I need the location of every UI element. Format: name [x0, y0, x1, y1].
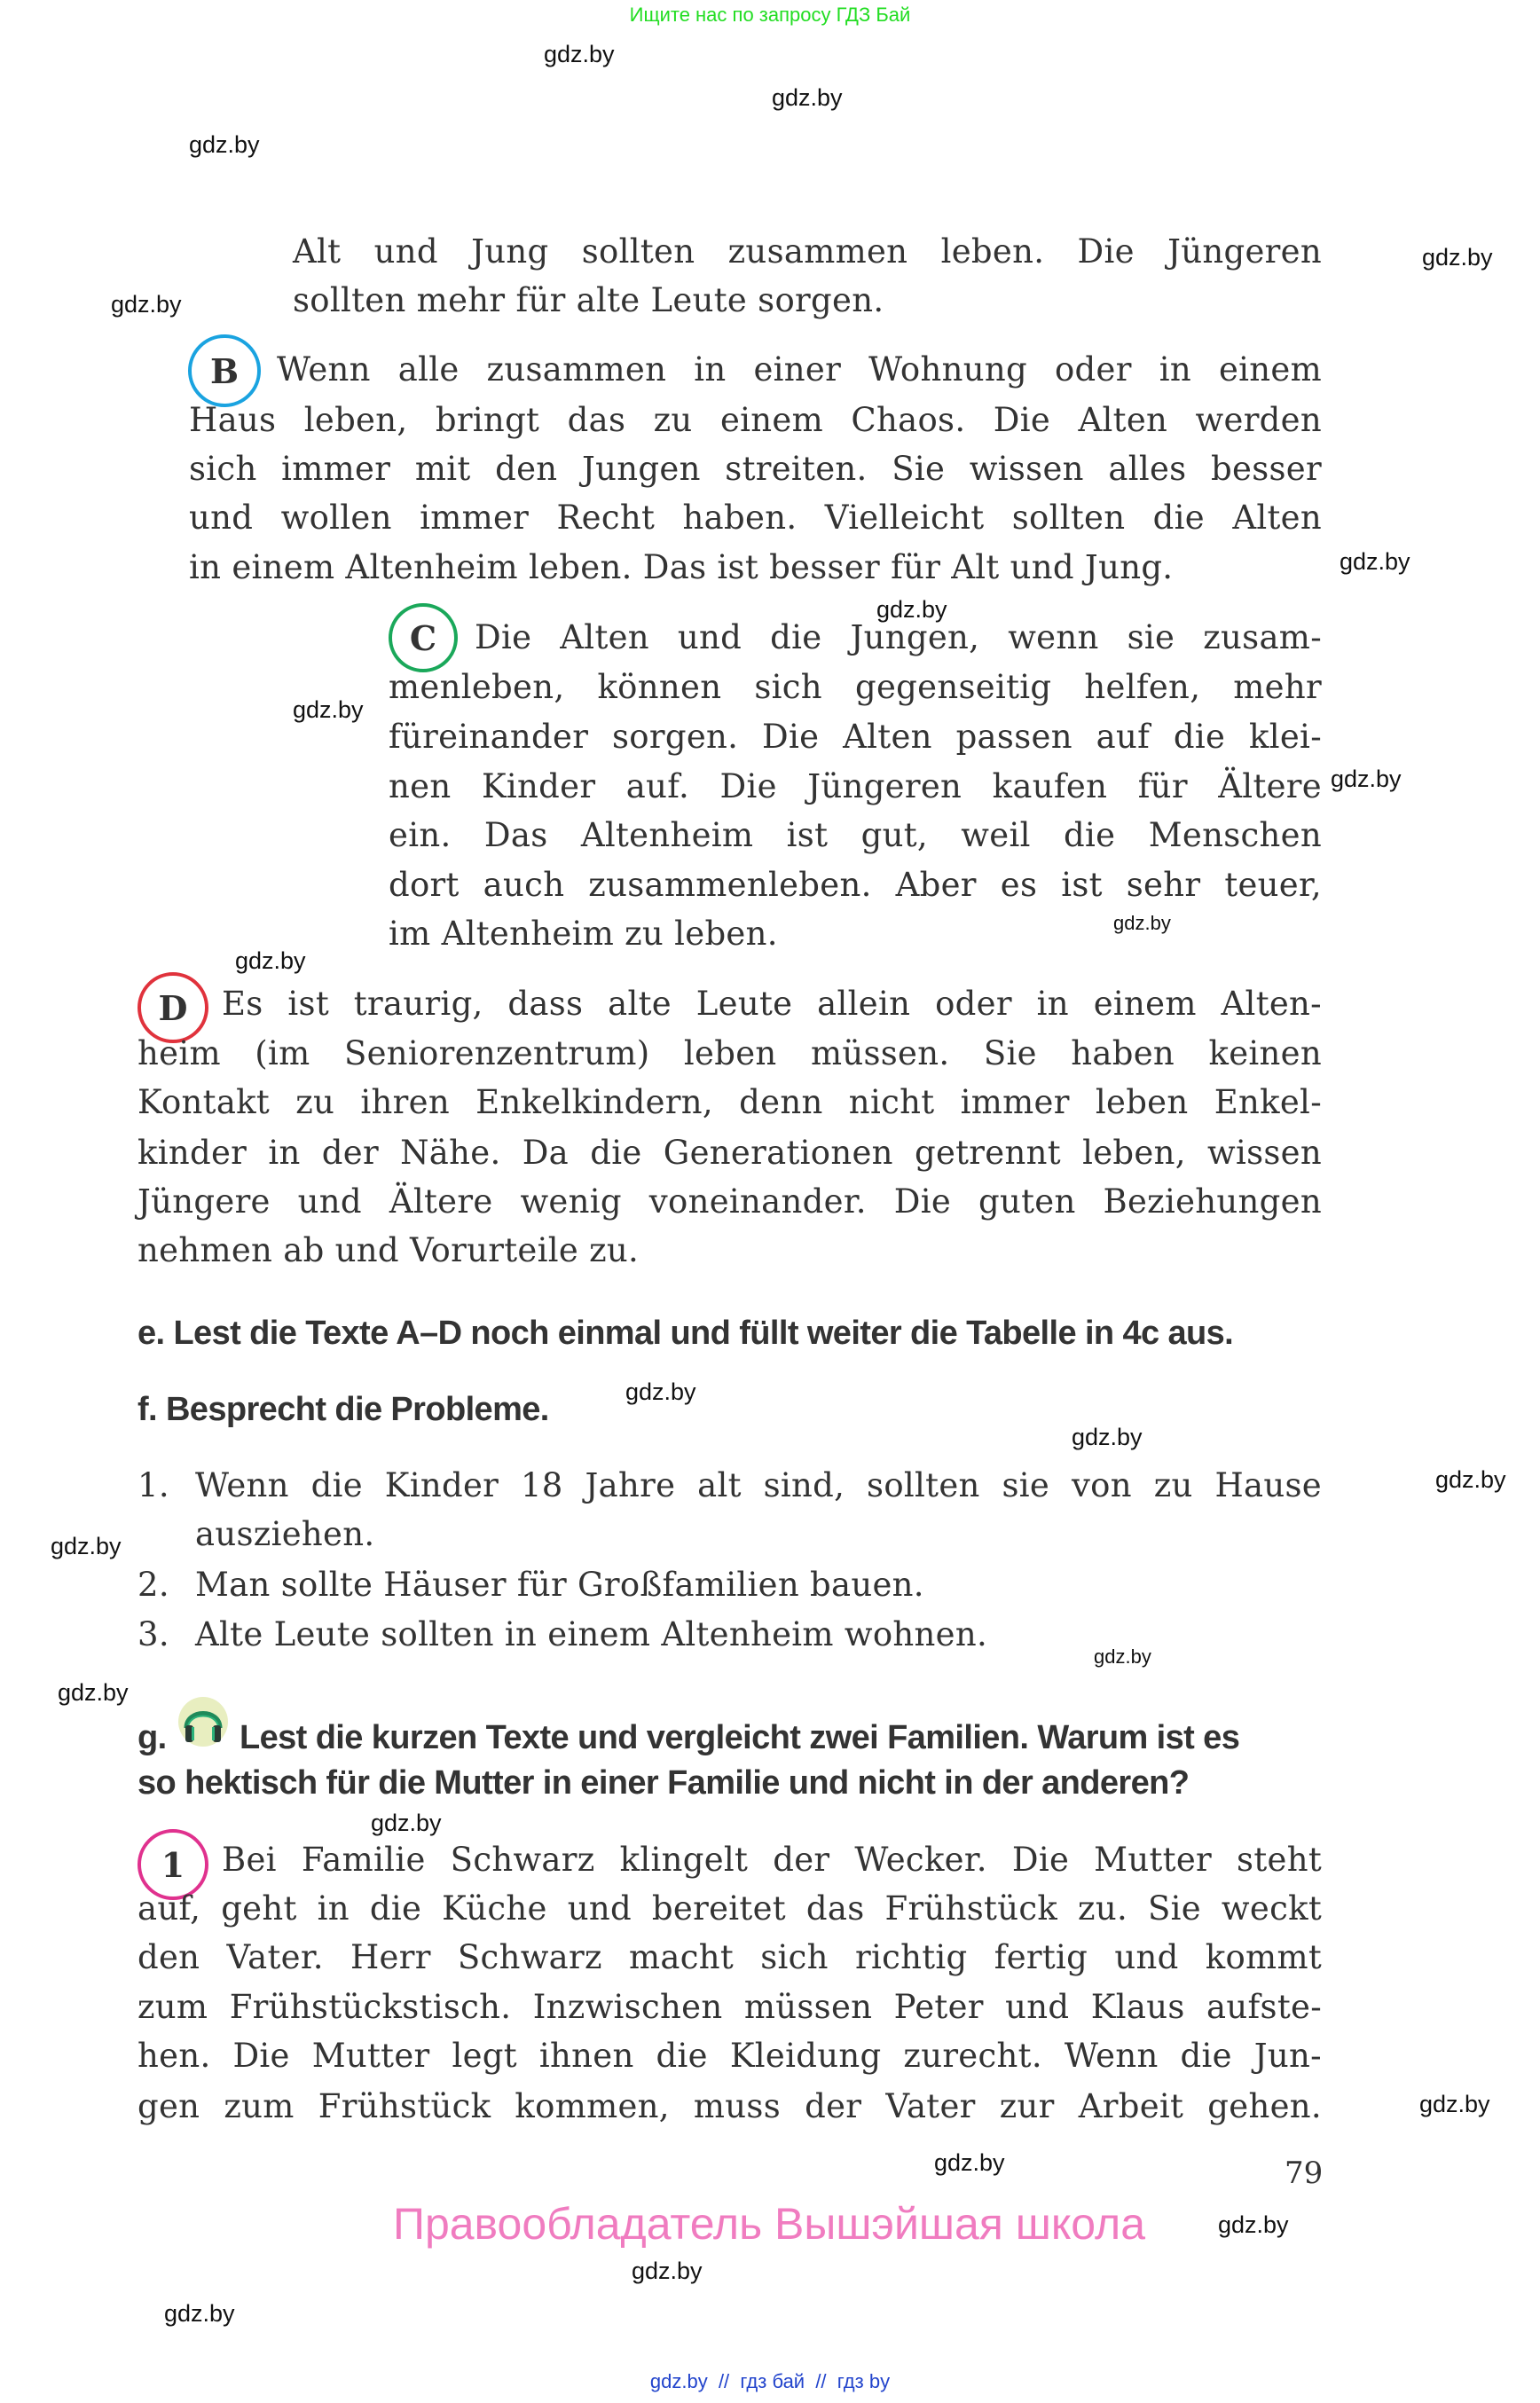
- text-line: Alt und Jung sollten zusammen leben. Die Jüngeren: [293, 232, 1322, 271]
- list-item-text: Alte Leute sollten in einem Altenheim wohnen.: [195, 1615, 988, 1653]
- watermark: gdz.by: [1218, 2211, 1289, 2238]
- text-line: ein. Das Altenheim ist gut, weil die Menschen: [389, 816, 1322, 854]
- text-line: Wenn alle zusammen in einer Wohnung oder in einem: [277, 350, 1322, 389]
- text-line: Es ist traurig, dass alte Leute allein oder in einem Alten-: [222, 985, 1322, 1023]
- text-line: sich immer mit den Jungen streiten. Sie wissen alles besser: [189, 450, 1322, 488]
- list-item-text: Man sollte Häuser für Großfamilien bauen.: [195, 1566, 924, 1604]
- text-line: Jüngere und Ältere wenig voneinander. Die guten Beziehungen: [138, 1182, 1322, 1221]
- list-item-text: ausziehen.: [195, 1515, 375, 1553]
- task-f-heading: f. Besprecht die Probleme.: [138, 1391, 549, 1428]
- watermark: gdz.by: [1072, 1424, 1143, 1450]
- text-line: den Vater. Herr Schwarz macht sich richtig fertig und kommt: [138, 1938, 1322, 1976]
- watermark: gdz.by: [1422, 244, 1493, 271]
- top-banner: Ищите нас по запросу ГДЗ Бай: [629, 4, 911, 26]
- text-line: nehmen ab und Vorurteile zu.: [138, 1231, 640, 1269]
- list-item-text: Wenn die Kinder 18 Jahre alt sind, sollten sie von zu Hause: [195, 1466, 1322, 1504]
- watermark: gdz.by: [632, 2258, 703, 2284]
- badge-c: C: [389, 603, 458, 672]
- text-line: sollten mehr für alte Leute sorgen.: [293, 281, 884, 319]
- watermark: gdz.by: [1435, 1466, 1506, 1493]
- page-number: 79: [1285, 2156, 1324, 2191]
- watermark: gdz.by: [189, 131, 260, 158]
- watermark: gdz.by: [1331, 766, 1402, 792]
- text-line: in einem Altenheim leben. Das ist besser für Alt und Jung.: [189, 548, 1174, 586]
- badge-b: B: [188, 334, 261, 407]
- watermark: gdz.by: [772, 84, 843, 111]
- watermark: gdz.by: [235, 947, 306, 974]
- headphones-icon[interactable]: [177, 1696, 229, 1747]
- text-line: auf, geht in die Küche und bereitet das Frühstück zu. Sie weckt: [138, 1889, 1322, 1928]
- badge-1: 1: [138, 1829, 208, 1900]
- watermark: gdz.by: [293, 696, 364, 723]
- watermark: gdz.by: [1113, 912, 1171, 934]
- text-line: kinder in der Nähe. Da die Generationen getrennt leben, wissen: [138, 1134, 1322, 1172]
- watermark: gdz.by: [371, 1810, 442, 1836]
- watermark: gdz.by: [1094, 1645, 1151, 1668]
- list-item-number: 3.: [138, 1615, 169, 1653]
- badge-d: D: [138, 972, 208, 1043]
- text-line: Haus leben, bringt das zu einem Chaos. Die Alten werden: [189, 401, 1322, 439]
- text-line: im Altenheim zu leben.: [389, 915, 778, 953]
- text-line: dort auch zusammenleben. Aber es ist sehr teuer,: [389, 866, 1322, 904]
- watermark: gdz.by: [111, 291, 182, 318]
- watermark: gdz.by: [51, 1533, 122, 1559]
- text-line: füreinander sorgen. Die Alten passen auf die klei-: [389, 718, 1322, 756]
- list-item-number: 2.: [138, 1566, 169, 1604]
- task-g-line: so hektisch für die Mutter in einer Familie und nicht in der anderen?: [138, 1764, 1190, 1802]
- task-e-heading: e. Lest die Texte A–D noch einmal und füllt weiter die Tabelle in 4c aus.: [138, 1315, 1234, 1352]
- text-line: nen Kinder auf. Die Jüngeren kaufen für Ältere: [389, 767, 1322, 805]
- task-g-line: Lest die kurzen Texte und vergleicht zwei Familien. Warum ist es: [240, 1719, 1240, 1756]
- text-line: heim (im Seniorenzentrum) leben müssen. Sie haben keinen: [138, 1034, 1322, 1072]
- text-line: zum Frühstückstisch. Inzwischen müssen Peter und Klaus aufste-: [138, 1988, 1322, 2026]
- text-line: Kontakt zu ihren Enkelkindern, denn nicht immer leben Enkel-: [138, 1083, 1322, 1121]
- text-line: gen zum Frühstück kommen, muss der Vater zur Arbeit gehen.: [138, 2087, 1322, 2125]
- watermark: gdz.by: [876, 596, 947, 623]
- watermark: gdz.by: [544, 41, 615, 67]
- watermark: gdz.by: [625, 1378, 696, 1405]
- watermark: gdz.by: [58, 1679, 129, 1706]
- list-item-number: 1.: [138, 1466, 169, 1504]
- copyright-notice: Правообладатель Вышэйшая школа: [393, 2199, 1145, 2249]
- watermark: gdz.by: [1419, 2091, 1490, 2117]
- text-line: menleben, können sich gegenseitig helfen, mehr: [389, 668, 1322, 706]
- task-g-prefix: g.: [138, 1719, 167, 1756]
- watermark: gdz.by: [1340, 548, 1410, 575]
- watermark: gdz.by: [934, 2149, 1005, 2176]
- text-line: hen. Die Mutter legt ihnen die Kleidung zurecht. Wenn die Jun-: [138, 2037, 1322, 2075]
- text-line: Bei Familie Schwarz klingelt der Wecker. Die Mutter steht: [222, 1841, 1322, 1879]
- text-line: und wollen immer Recht haben. Vielleicht sollten die Alten: [189, 499, 1322, 537]
- text-line: Die Alten und die Jungen, wenn sie zusam-: [475, 618, 1322, 656]
- footer-links: gdz.by // гдз бай // гдз by: [649, 2370, 891, 2392]
- watermark: gdz.by: [164, 2300, 235, 2327]
